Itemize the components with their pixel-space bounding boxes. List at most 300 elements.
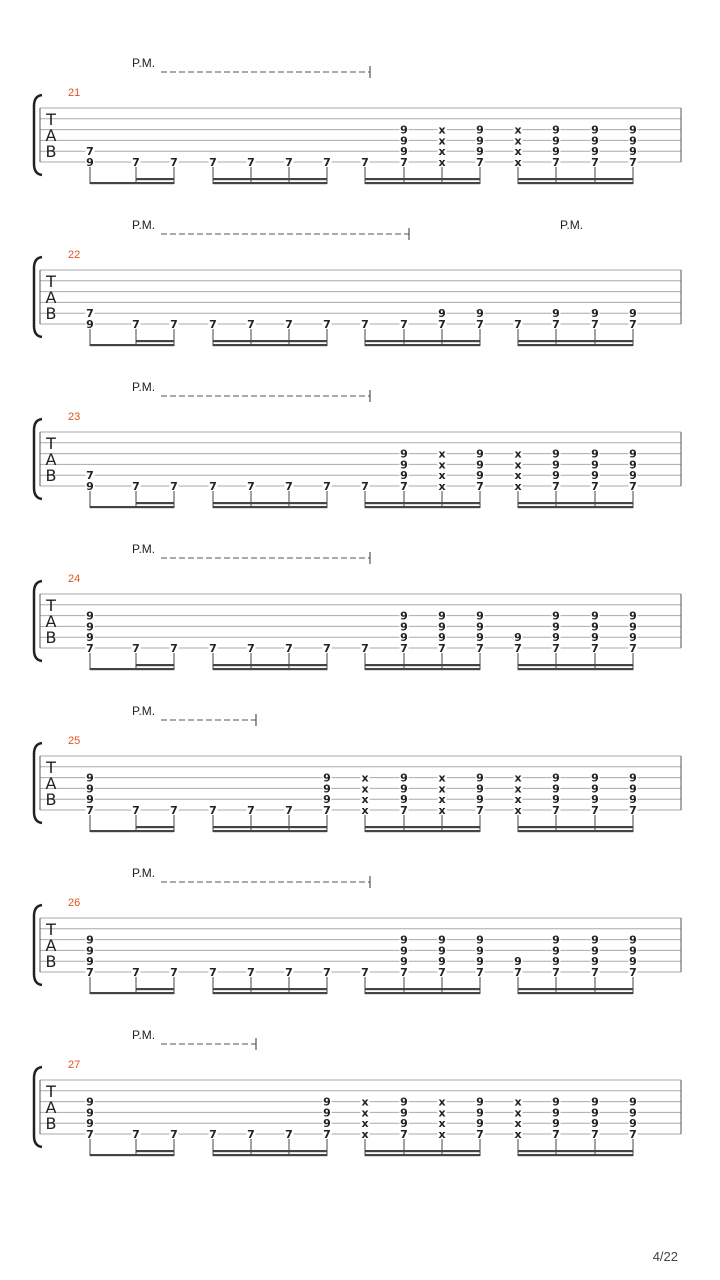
fret-number: 7 (629, 642, 637, 655)
fret-number: 9 (591, 631, 599, 645)
fret-number: 9 (438, 944, 446, 958)
fret-number: 9 (476, 123, 484, 137)
fret-number: 9 (400, 469, 408, 483)
fret-number: 9 (476, 933, 484, 947)
fret-number: 7 (476, 804, 484, 817)
fret-number: 7 (323, 156, 331, 169)
fret-number: 9 (400, 123, 408, 137)
fret-number: 9 (591, 782, 599, 796)
fret-number: 9 (629, 1095, 637, 1109)
fret-number: 9 (323, 1095, 331, 1109)
tab-clef-letter: B (45, 628, 57, 647)
fret-number: 9 (400, 1095, 408, 1109)
fret-number: 7 (132, 480, 140, 493)
beam-secondary (518, 178, 633, 180)
fret-number: 7 (629, 318, 637, 331)
fret-number: 7 (400, 156, 408, 169)
fret-number: 9 (438, 609, 446, 623)
fret-number: 7 (361, 318, 369, 331)
fret-number: 9 (476, 134, 484, 148)
fret-number: 9 (591, 145, 599, 159)
fret-number: 9 (86, 793, 94, 807)
fret-number: x (438, 156, 446, 169)
fret-number: 7 (476, 966, 484, 979)
fret-number: 7 (591, 480, 599, 493)
fret-number: 9 (438, 620, 446, 634)
beam-primary (365, 668, 480, 670)
palm-mute-label: P.M. (132, 380, 156, 394)
fret-number: 9 (629, 944, 637, 958)
fret-number: 9 (591, 307, 599, 321)
beam-primary (518, 506, 633, 508)
fret-number: 9 (476, 307, 484, 321)
fret-number: 7 (400, 480, 408, 493)
fret-number: 7 (209, 1128, 217, 1141)
beam-secondary (136, 502, 174, 504)
beam-secondary (213, 988, 327, 990)
fret-number: 7 (629, 156, 637, 169)
fret-number: x (514, 771, 522, 785)
fret-number: 7 (552, 1128, 560, 1141)
fret-number: 9 (629, 782, 637, 796)
beam-primary (90, 182, 174, 184)
fret-number: x (514, 1095, 522, 1109)
beam-secondary (136, 988, 174, 990)
fret-number: 9 (86, 1117, 94, 1131)
fret-number: 9 (400, 145, 408, 159)
fret-number: 9 (476, 793, 484, 807)
beam-primary (213, 344, 327, 346)
beam-secondary (136, 1150, 174, 1152)
fret-number: 9 (629, 123, 637, 137)
fret-number: 9 (629, 307, 637, 321)
fret-number: x (438, 469, 446, 483)
palm-mute-label: P.M. (132, 866, 156, 880)
fret-number: 9 (323, 771, 331, 785)
fret-number: 7 (132, 318, 140, 331)
beam-primary (90, 506, 174, 508)
fret-number: 7 (591, 1128, 599, 1141)
fret-number: 7 (629, 1128, 637, 1141)
fret-number: 9 (476, 1095, 484, 1109)
fret-number: 7 (86, 469, 94, 483)
fret-number: 9 (591, 620, 599, 634)
fret-number: 7 (476, 480, 484, 493)
fret-number: 9 (591, 771, 599, 785)
fret-number: 7 (323, 804, 331, 817)
fret-number: 7 (400, 642, 408, 655)
fret-number: 9 (629, 458, 637, 472)
fret-number: 9 (629, 609, 637, 623)
tab-clef-letter: B (45, 790, 57, 809)
fret-number: 7 (86, 1128, 94, 1141)
beam-primary (365, 182, 480, 184)
fret-number: 9 (476, 609, 484, 623)
fret-number: 9 (552, 123, 560, 137)
fret-number: 9 (514, 631, 522, 645)
fret-number: 9 (591, 933, 599, 947)
fret-number: 9 (552, 1106, 560, 1120)
fret-number: 9 (86, 771, 94, 785)
beam-secondary (518, 1150, 633, 1152)
beam-secondary (518, 988, 633, 990)
fret-number: 7 (514, 642, 522, 655)
fret-number: 9 (476, 944, 484, 958)
fret-number: 9 (629, 771, 637, 785)
fret-number: 9 (629, 134, 637, 148)
palm-mute-label: P.M. (132, 542, 156, 556)
tab-clef-letter: T (46, 596, 56, 615)
fret-number: 7 (170, 156, 178, 169)
fret-number: 9 (552, 307, 560, 321)
beam-primary (518, 830, 633, 832)
beam-primary (90, 344, 174, 346)
fret-number: 7 (552, 156, 560, 169)
beam-primary (213, 506, 327, 508)
fret-number: 9 (400, 609, 408, 623)
bar-number: 22 (68, 249, 81, 261)
fret-number: 7 (438, 966, 446, 979)
fret-number: 7 (361, 480, 369, 493)
fret-number: 9 (629, 469, 637, 483)
fret-number: 7 (400, 804, 408, 817)
fret-number: 7 (285, 804, 293, 817)
bar-number: 23 (68, 411, 81, 423)
fret-number: 7 (629, 804, 637, 817)
fret-number: 9 (476, 955, 484, 969)
fret-number: 7 (247, 318, 255, 331)
fret-number: x (514, 1117, 522, 1131)
fret-number: 7 (209, 804, 217, 817)
fret-number: 9 (629, 447, 637, 461)
fret-number: 9 (552, 631, 560, 645)
fret-number: 7 (400, 318, 408, 331)
tab-clef-letter: A (45, 1098, 57, 1117)
beam-primary (90, 668, 174, 670)
fret-number: 7 (552, 966, 560, 979)
fret-number: 7 (86, 804, 94, 817)
page-number: 4/22 (652, 1249, 678, 1264)
beam-secondary (365, 664, 480, 666)
fret-number: 7 (629, 966, 637, 979)
beam-primary (90, 992, 174, 994)
fret-number: 7 (591, 156, 599, 169)
beam-secondary (365, 502, 480, 504)
fret-number: x (361, 793, 369, 807)
fret-number: 9 (591, 1106, 599, 1120)
tab-clef-letter: T (46, 110, 56, 129)
fret-number: 9 (86, 782, 94, 796)
fret-number: 9 (476, 1106, 484, 1120)
fret-number: 7 (209, 642, 217, 655)
fret-number: 7 (285, 318, 293, 331)
fret-number: x (514, 458, 522, 472)
beam-primary (365, 1154, 480, 1156)
fret-number: x (438, 1106, 446, 1120)
fret-number: 7 (170, 804, 178, 817)
fret-number: 9 (400, 782, 408, 796)
beam-secondary (365, 826, 480, 828)
system-bracket (34, 257, 42, 337)
tab-clef-letter: A (45, 288, 57, 307)
fret-number: 7 (170, 966, 178, 979)
fret-number: 9 (552, 609, 560, 623)
bar-number: 25 (68, 735, 81, 747)
fret-number: 9 (591, 447, 599, 461)
fret-number: 9 (591, 609, 599, 623)
fret-number: 9 (629, 933, 637, 947)
tab-clef-letter: A (45, 126, 57, 145)
fret-number: 9 (629, 620, 637, 634)
system-bracket (34, 1067, 42, 1147)
fret-number: x (514, 145, 522, 159)
fret-number: x (514, 1128, 522, 1141)
beam-secondary (136, 664, 174, 666)
fret-number: 7 (552, 480, 560, 493)
fret-number: 7 (323, 966, 331, 979)
fret-number: 7 (86, 966, 94, 979)
fret-number: 9 (86, 318, 94, 331)
fret-number: 7 (552, 642, 560, 655)
fret-number: x (438, 1117, 446, 1131)
fret-number: x (361, 782, 369, 796)
tab-clef-letter: B (45, 304, 57, 323)
fret-number: 9 (323, 793, 331, 807)
fret-number: 7 (132, 1128, 140, 1141)
fret-number: 9 (552, 447, 560, 461)
fret-number: 7 (438, 318, 446, 331)
fret-number: 7 (86, 642, 94, 655)
fret-number: 7 (86, 307, 94, 321)
fret-number: 7 (170, 642, 178, 655)
fret-number: 7 (209, 156, 217, 169)
fret-number: 9 (629, 145, 637, 159)
fret-number: 7 (285, 966, 293, 979)
fret-number: 9 (438, 955, 446, 969)
fret-number: 9 (476, 620, 484, 634)
fret-number: 9 (552, 145, 560, 159)
fret-number: 7 (476, 642, 484, 655)
fret-number: 9 (591, 955, 599, 969)
fret-number: 7 (323, 318, 331, 331)
fret-number: 7 (132, 966, 140, 979)
fret-number: 7 (361, 156, 369, 169)
fret-number: 9 (552, 782, 560, 796)
beam-secondary (518, 502, 633, 504)
fret-number: x (361, 1106, 369, 1120)
beam-primary (365, 506, 480, 508)
fret-number: 7 (247, 1128, 255, 1141)
fret-number: 7 (552, 804, 560, 817)
fret-number: 9 (400, 1106, 408, 1120)
tab-clef-letter: T (46, 920, 56, 939)
fret-number: 7 (285, 1128, 293, 1141)
fret-number: x (361, 804, 369, 817)
fret-number: 7 (247, 156, 255, 169)
fret-number: 9 (400, 955, 408, 969)
fret-number: 7 (400, 1128, 408, 1141)
beam-secondary (518, 340, 633, 342)
fret-number: 9 (552, 955, 560, 969)
fret-number: 7 (247, 480, 255, 493)
fret-number: 7 (132, 156, 140, 169)
beam-primary (365, 830, 480, 832)
system-bracket (34, 905, 42, 985)
fret-number: 9 (400, 458, 408, 472)
fret-number: 9 (400, 447, 408, 461)
system-bracket (34, 95, 42, 175)
fret-number: x (514, 793, 522, 807)
fret-number: x (438, 804, 446, 817)
fret-number: 9 (400, 793, 408, 807)
beam-primary (518, 1154, 633, 1156)
beam-primary (213, 1154, 327, 1156)
fret-number: x (438, 1095, 446, 1109)
fret-number: 7 (86, 145, 94, 159)
fret-number: 9 (591, 944, 599, 958)
fret-number: 7 (323, 480, 331, 493)
fret-number: 9 (629, 1117, 637, 1131)
fret-number: 9 (323, 1106, 331, 1120)
fret-number: 7 (170, 1128, 178, 1141)
fret-number: 7 (476, 1128, 484, 1141)
fret-number: 9 (86, 1095, 94, 1109)
palm-mute-label: P.M. (132, 1028, 156, 1042)
fret-number: 7 (591, 642, 599, 655)
fret-number: x (514, 480, 522, 493)
fret-number: 9 (514, 955, 522, 969)
fret-number: 7 (285, 156, 293, 169)
fret-number: 9 (476, 145, 484, 159)
fret-number: 9 (323, 1117, 331, 1131)
beam-secondary (365, 178, 480, 180)
fret-number: x (514, 134, 522, 148)
fret-number: 9 (591, 458, 599, 472)
fret-number: x (438, 134, 446, 148)
beam-primary (213, 830, 327, 832)
fret-number: x (361, 1128, 369, 1141)
fret-number: 9 (552, 793, 560, 807)
fret-number: 9 (552, 933, 560, 947)
fret-number: 7 (247, 966, 255, 979)
tab-clef-letter: B (45, 952, 57, 971)
fret-number: x (438, 123, 446, 137)
fret-number: 9 (400, 620, 408, 634)
fret-number: 9 (552, 469, 560, 483)
fret-number: 7 (591, 966, 599, 979)
fret-number: x (438, 458, 446, 472)
beam-secondary (213, 1150, 327, 1152)
beam-secondary (213, 178, 327, 180)
fret-number: x (438, 793, 446, 807)
beam-secondary (365, 340, 480, 342)
fret-number: 9 (86, 620, 94, 634)
beam-primary (518, 668, 633, 670)
fret-number: 9 (591, 134, 599, 148)
beam-primary (213, 182, 327, 184)
bar-number: 27 (68, 1059, 81, 1071)
tab-clef-letter: T (46, 758, 56, 777)
fret-number: 9 (400, 933, 408, 947)
beam-primary (213, 668, 327, 670)
fret-number: 7 (514, 318, 522, 331)
beam-primary (518, 344, 633, 346)
beam-primary (518, 992, 633, 994)
fret-number: 9 (323, 782, 331, 796)
fret-number: 9 (400, 1117, 408, 1131)
fret-number: x (361, 1095, 369, 1109)
tab-clef-letter: B (45, 1114, 57, 1133)
fret-number: 9 (86, 480, 94, 493)
fret-number: 7 (591, 804, 599, 817)
beam-primary (518, 182, 633, 184)
tab-clef-letter: B (45, 142, 57, 161)
fret-number: 7 (629, 480, 637, 493)
fret-number: 7 (132, 642, 140, 655)
fret-number: 7 (438, 642, 446, 655)
fret-number: 7 (247, 804, 255, 817)
fret-number: 9 (629, 631, 637, 645)
fret-number: 9 (552, 1117, 560, 1131)
fret-number: 7 (209, 966, 217, 979)
fret-number: 9 (476, 771, 484, 785)
fret-number: 9 (476, 782, 484, 796)
system-bracket (34, 743, 42, 823)
fret-number: x (514, 469, 522, 483)
bar-number: 21 (68, 87, 81, 99)
palm-mute-label: P.M. (132, 56, 156, 70)
fret-number: 7 (247, 642, 255, 655)
fret-number: 9 (400, 134, 408, 148)
fret-number: 7 (170, 318, 178, 331)
beam-secondary (518, 664, 633, 666)
fret-number: x (514, 123, 522, 137)
fret-number: 9 (629, 793, 637, 807)
tab-clef-letter: T (46, 434, 56, 453)
fret-number: 9 (476, 469, 484, 483)
fret-number: 7 (323, 642, 331, 655)
fret-number: x (514, 782, 522, 796)
fret-number: x (438, 782, 446, 796)
fret-number: 9 (476, 458, 484, 472)
fret-number: x (438, 771, 446, 785)
fret-number: 7 (361, 642, 369, 655)
fret-number: 7 (361, 966, 369, 979)
fret-number: 7 (323, 1128, 331, 1141)
fret-number: x (514, 804, 522, 817)
fret-number: 9 (438, 933, 446, 947)
fret-number: x (514, 1106, 522, 1120)
fret-number: 9 (629, 955, 637, 969)
fret-number: 9 (552, 134, 560, 148)
tab-clef-letter: T (46, 1082, 56, 1101)
beam-secondary (213, 664, 327, 666)
fret-number: 7 (209, 480, 217, 493)
beam-secondary (136, 340, 174, 342)
fret-number: x (361, 1117, 369, 1131)
beam-primary (365, 992, 480, 994)
system-bracket (34, 419, 42, 499)
beam-secondary (213, 340, 327, 342)
palm-mute-label: P.M. (132, 218, 156, 232)
tab-clef-letter: T (46, 272, 56, 291)
fret-number: 9 (591, 793, 599, 807)
palm-mute-label: P.M. (132, 704, 156, 718)
fret-number: 7 (132, 804, 140, 817)
fret-number: 7 (285, 642, 293, 655)
fret-number: 9 (629, 1106, 637, 1120)
tab-clef-letter: A (45, 936, 57, 955)
